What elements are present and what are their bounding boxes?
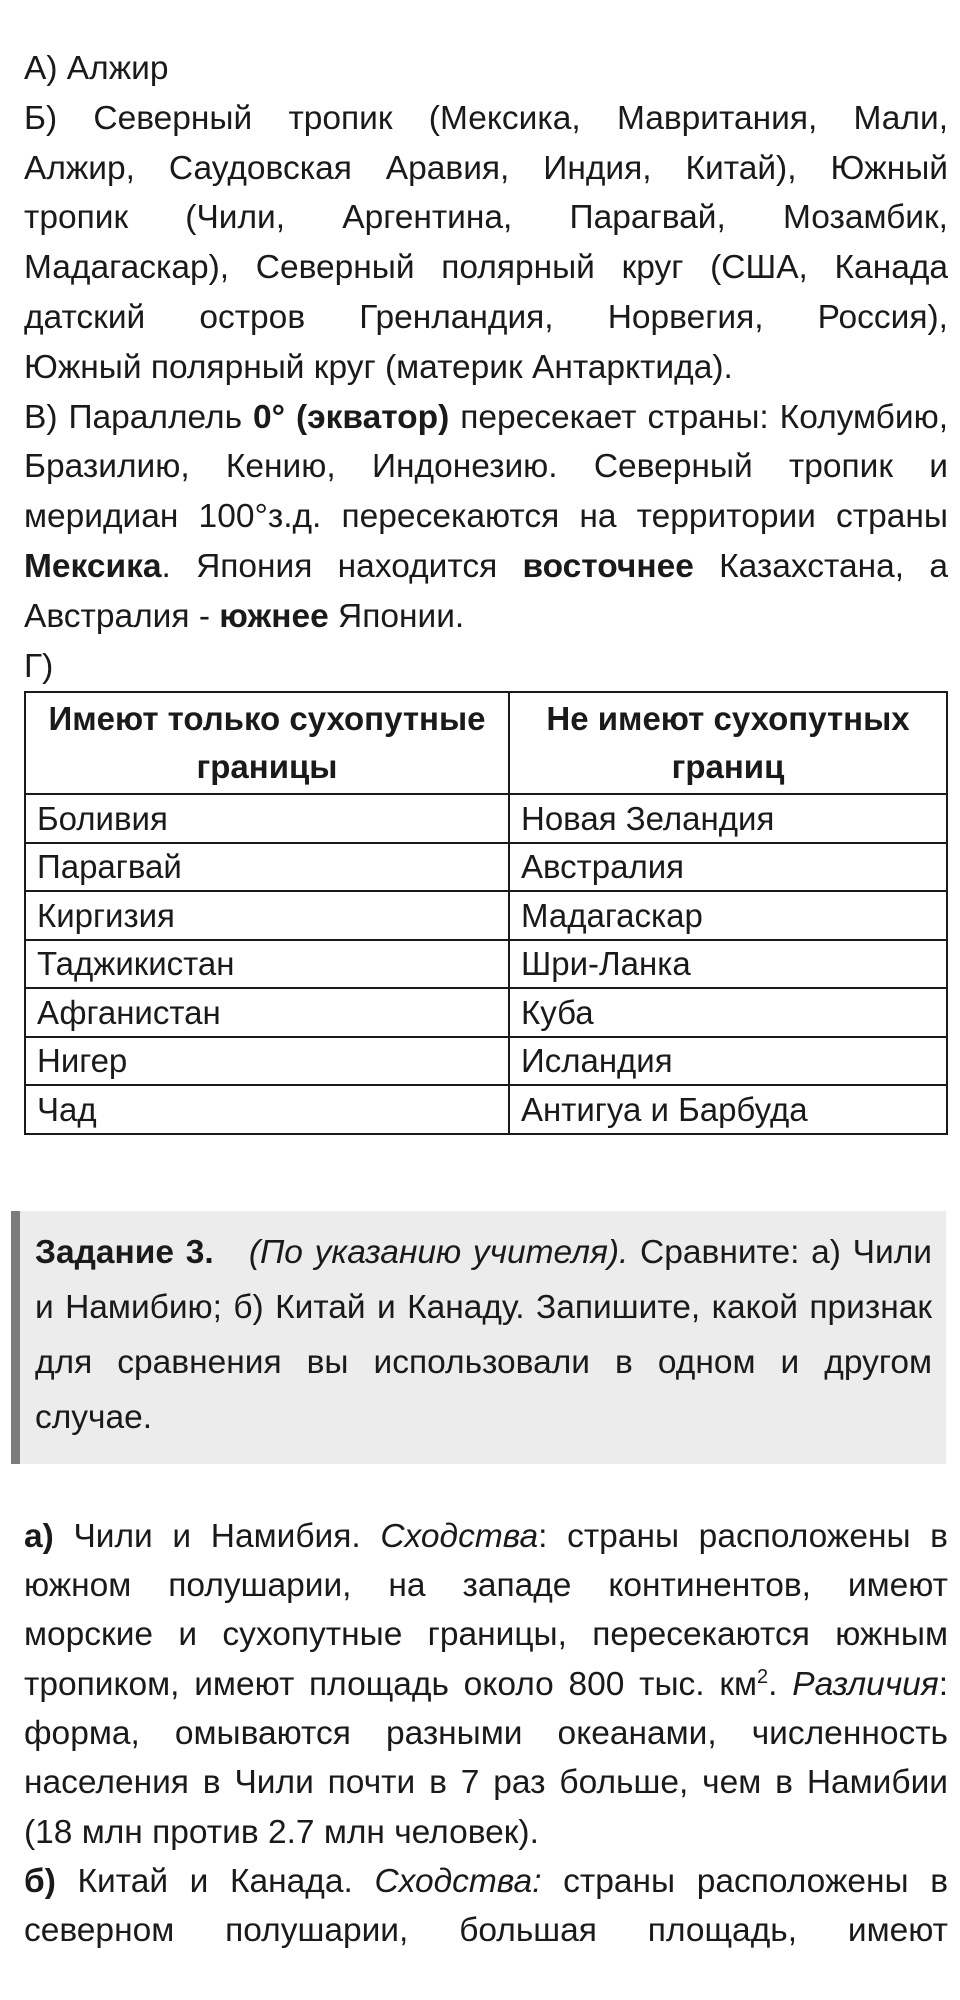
- table-cell: Таджикистан: [25, 940, 509, 989]
- answer-b-line: тропик (Чили, Аргентина, Парагвай, Мозамбик,: [24, 199, 948, 237]
- answer-a-label: а): [24, 1517, 54, 1555]
- document-page: [24, 44, 948, 1956]
- borders-table-wrap: [24, 691, 948, 1135]
- answer-v-text: пересекает страны: Колумбию, Бразилию, Кению, Индонезию. Северный тропик и меридиан 100°з.д. пересекаются на территории страны: [24, 398, 949, 536]
- table-cell: Исландия: [509, 1037, 947, 1086]
- task-3-note: (По указанию учителя).: [248, 1233, 629, 1271]
- table-cell: Парагвай: [25, 843, 509, 892]
- table-cell: Австралия: [509, 843, 947, 892]
- table-cell: Киргизия: [25, 891, 509, 940]
- answer-a-paragraph: [24, 1512, 948, 1857]
- differences-label: Различия: [792, 1665, 939, 1703]
- answer-a-text: .: [768, 1665, 793, 1703]
- task-3-body: Сравните: а) Чили и Намибию; б) Китай и Канаду. Запишите, какой признак для сравнения вы использовали в одном и другом случае.: [35, 1233, 932, 1436]
- table-cell: Куба: [509, 988, 947, 1037]
- task-3-text: [35, 1225, 932, 1445]
- similarities-label: Сходства: [380, 1517, 539, 1555]
- answer-b-text: страны расположены в северном полушарии, большая площадь, имеют: [24, 1862, 948, 1950]
- answer-b-line: Южный полярный круг (материк Антарктида).: [24, 348, 733, 386]
- answer-b-line: датский остров Гренландия, Норвегия, Россия),: [24, 298, 948, 336]
- answer-v-text: Японии.: [328, 597, 465, 635]
- answer-v-text: В) Параллель: [24, 398, 254, 436]
- answer-section: [24, 1512, 948, 1956]
- answer-b-line: Алжир, Саудовская Аравия, Индия, Китай), Южный: [24, 149, 948, 187]
- table-cell: Шри-Ланка: [509, 940, 947, 989]
- table-header-cell: Не имеют сухопутных границ: [509, 692, 947, 794]
- task-3-box: [11, 1211, 946, 1464]
- table-row: [25, 988, 947, 1037]
- mexico-bold: Мексика: [24, 547, 162, 585]
- answer-b-line: Б) Северный тропик (Мексика, Мавритания, Мали,: [24, 99, 948, 137]
- borders-table: [24, 691, 948, 1135]
- table-cell: Афганистан: [25, 988, 509, 1037]
- table-cell: Нигер: [25, 1037, 509, 1086]
- answer-a-text: : форма, омываются разными океанами, численность населения в Чили почти в 7 раз больше, чем в Намибии (18 млн против 2.7 млн человек).: [24, 1665, 948, 1851]
- answer-v-paragraph: [24, 393, 948, 642]
- table-cell: Новая Зеландия: [509, 794, 947, 843]
- table-cell: Мадагаскар: [509, 891, 947, 940]
- similarities-label: Сходства:: [374, 1862, 542, 1900]
- table-header-cell: Имеют только сухопутные границы: [25, 692, 509, 794]
- table-cell: Чад: [25, 1085, 509, 1134]
- answer-a-line: А) Алжир: [24, 50, 169, 87]
- answer-b-label: б): [24, 1862, 56, 1900]
- answer-v-text: . Япония находится: [161, 547, 523, 585]
- equator-bold: 0° (экватор): [253, 398, 450, 436]
- table-cell: Антигуа и Барбуда: [509, 1085, 947, 1134]
- south-bold: южнее: [219, 597, 329, 635]
- answer-a-text: : страны расположены в южном полушарии, на западе континентов, имеют морские и сухопутные границы, пересекаются южным тропиком, имеют площадь около 800 тыс. км: [24, 1517, 948, 1703]
- table-row: [25, 891, 947, 940]
- superscript: 2: [757, 1665, 769, 1688]
- table-row: [25, 1085, 947, 1134]
- table-header-row: [25, 692, 947, 794]
- answer-b-line: Мадагаскар), Северный полярный круг (США, Канада: [24, 249, 948, 287]
- task-3-label: Задание 3.: [35, 1233, 214, 1271]
- answer-a-text: Чили и Намибия.: [53, 1517, 381, 1555]
- table-row: [25, 940, 947, 989]
- table-row: [25, 794, 947, 843]
- answer-v-text: Казахстана, а Австралия -: [24, 547, 948, 635]
- table-cell: Боливия: [25, 794, 509, 843]
- table-row: [25, 1037, 947, 1086]
- east-bold: восточнее: [522, 547, 694, 585]
- answer-g-line: Г): [24, 647, 54, 685]
- table-row: [25, 843, 947, 892]
- answer-b-text: Китай и Канада.: [55, 1862, 375, 1900]
- answer-b-paragraph: [24, 1857, 948, 1956]
